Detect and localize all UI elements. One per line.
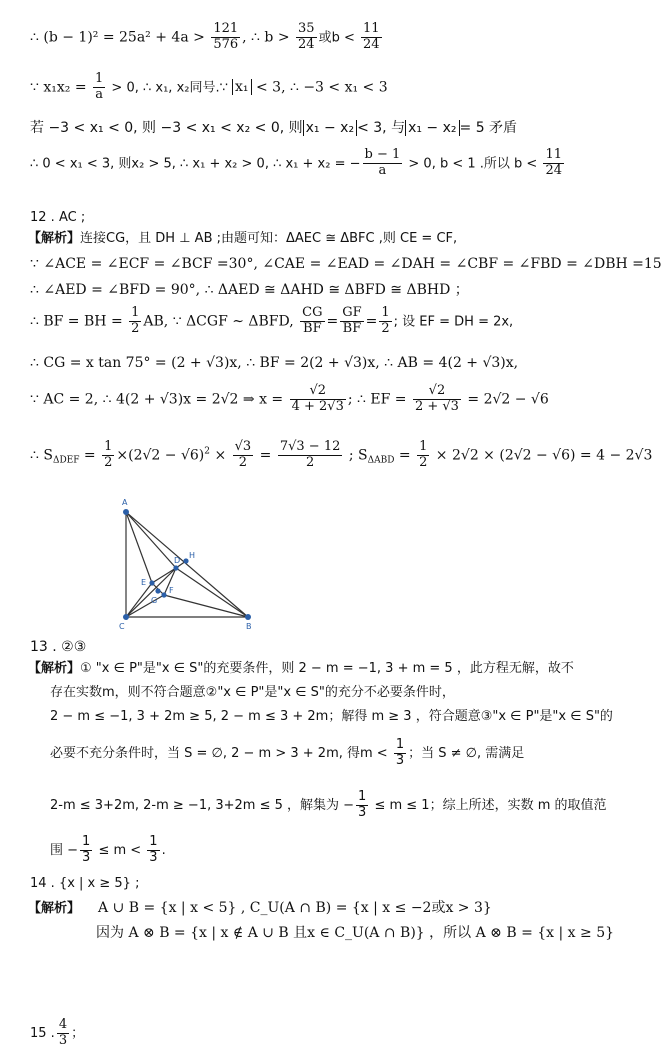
fraction: [394, 738, 406, 769]
text: 或b <: [318, 30, 359, 46]
text: ≤ m <: [94, 842, 146, 858]
denominator: 2: [419, 454, 428, 470]
text: 必要不充分条件时，当 S = ∅, 2 − m > 3 + 2m, 得m <: [50, 745, 392, 761]
text: = 5 矛盾: [459, 120, 518, 136]
text: ≤ m ≤ 1；综上所述，实数 m 的取值范: [370, 797, 607, 813]
q13-line-1: [28, 662, 574, 675]
numerator: 11: [545, 147, 562, 162]
numerator: √2: [309, 383, 326, 398]
fraction: [361, 22, 382, 53]
numerator: 1: [82, 834, 91, 849]
denominator: 2 + √3: [414, 398, 459, 414]
fraction: [340, 306, 363, 337]
numerator: √2: [428, 383, 446, 398]
denominator: 2: [233, 455, 254, 471]
numerator: 1: [131, 305, 140, 320]
q12-line-2: ∵ ∠ACE = ∠ECF = ∠BCF =30°, ∠CAE = ∠EAD = ∠DAH = ∠CBF = ∠FBD = ∠DBH =15: [30, 256, 662, 272]
text: =: [365, 313, 378, 330]
superscript: 2: [204, 446, 210, 457]
text: > 0, b < 1 .所以 b <: [404, 156, 542, 172]
label-A: A: [122, 498, 128, 507]
denominator: 2: [381, 320, 390, 336]
q12-line-3: ∴ ∠AED = ∠BFD = 90°, ∴ ΔAED ≅ ΔAHD ≅ ΔBFD ≅ ΔBHD ；: [30, 282, 469, 298]
denominator: a: [93, 87, 105, 103]
denominator: 3: [149, 849, 158, 865]
denominator: 3: [82, 849, 91, 865]
text: AB, ∵ ΔCGF ∼ ΔBFD,: [143, 313, 299, 330]
q13-heading: 13 . ②③: [30, 639, 87, 655]
solution-line-3: [30, 121, 517, 135]
numerator: 1: [358, 789, 367, 804]
analysis-tag: 【解析】: [28, 231, 81, 246]
numerator: 4: [58, 1017, 68, 1032]
subscript: ΔDEF: [52, 455, 80, 466]
q13-line-6: [50, 835, 166, 866]
fraction: [233, 440, 254, 471]
fraction: [413, 384, 461, 415]
q12-line-5: ∴ CG = x tan 75° = (2 + √3)x, ∴ BF = 2(2 + √3)x, ∴ AB = 4(2 + √3)x,: [30, 355, 519, 371]
text: ∴ BF = BH =: [30, 313, 128, 330]
numerator: CG: [302, 305, 323, 320]
fraction: [417, 440, 429, 471]
text: ∴ (b − 1)² = 25a² + 4a >: [30, 29, 210, 46]
text: ; 设 EF = DH = 2x,: [393, 314, 514, 330]
denominator: 24: [298, 36, 315, 52]
absolute-value: x₁ − x₂: [303, 120, 357, 136]
q12-heading: 12 . AC ;: [30, 210, 86, 225]
fraction: [363, 148, 403, 179]
fraction: [543, 148, 564, 179]
denominator: 24: [545, 162, 562, 178]
q12-line-1: [28, 232, 457, 245]
label-G: G: [151, 596, 158, 605]
numerator: GF: [342, 305, 362, 320]
absolute-value: x₁ − x₂: [405, 120, 459, 136]
text: =: [326, 313, 339, 330]
fraction: [102, 440, 114, 471]
text: =: [394, 447, 416, 464]
analysis-tag: 【解析】: [28, 661, 81, 676]
label-H: H: [189, 551, 196, 560]
text: , ∴ b >: [242, 29, 295, 46]
text: ×(2√2 − √6): [116, 447, 205, 464]
q14-heading: 14 . {x | x ≥ 5} ;: [30, 876, 140, 891]
fraction: [379, 306, 391, 337]
denominator: BF: [300, 321, 324, 337]
q12-line-7: [30, 440, 652, 471]
text: ① "x ∈ P"是"x ∈ S"的充要条件，则 2 − m = −1, 3 + m = 5 ，此方程无解，故不: [80, 661, 574, 676]
analysis-tag: 【解析】: [28, 901, 81, 916]
text: ∵ x₁x₂ =: [30, 79, 92, 96]
text: 连接CG，且 DH ⊥ AB ;由题可知：ΔAEC ≅ ΔBFC ,则 CE = CF,: [80, 231, 458, 246]
subscript: ΔABD: [367, 455, 395, 466]
q14-line-1: [28, 901, 492, 915]
denominator: 2: [104, 454, 113, 470]
text: ；: [71, 1025, 85, 1041]
denominator: 24: [362, 36, 380, 52]
denominator: 3: [395, 752, 405, 768]
denominator: a: [363, 163, 403, 179]
denominator: 2: [131, 320, 140, 336]
text: ；当 S ≠ ∅, 需满足: [408, 745, 525, 761]
solution-line-2: [30, 72, 388, 103]
fraction: [278, 440, 343, 471]
fraction: [356, 790, 368, 821]
numerator: 1: [149, 834, 158, 849]
q15-heading: 15 .: [30, 1025, 55, 1041]
q12-line-6: [30, 384, 549, 415]
fraction: [57, 1018, 69, 1049]
text: ; S: [344, 447, 368, 464]
text: ∴ 0 < x₁ < 3, 则x₂ > 5, ∴ x₁ + x₂ > 0, ∴ x₁ + x₂ = −: [30, 156, 361, 172]
q13-line-2: 存在实数m，则不符合题意②"x ∈ P"是"x ∈ S"的充分不必要条件时，: [50, 685, 455, 700]
numerator: 1: [381, 305, 390, 320]
solution-line-1: [30, 22, 384, 53]
solution-line-4: [30, 148, 566, 179]
denominator: BF: [340, 321, 363, 337]
numerator: b − 1: [364, 147, 401, 162]
q15-line: [30, 1018, 84, 1049]
q13-line-5: [50, 790, 607, 821]
q13-line-4: [50, 738, 524, 769]
text: × 2√2 × (2√2 − √6) = 4 − 2√3: [431, 447, 653, 464]
text: ∵ AC = 2, ∴ 4(2 + √3)x = 2√2 ⇒ x =: [30, 391, 288, 408]
text: 若 −3 < x₁ < 0, 则 −3 < x₁ < x₂ < 0, 则: [30, 120, 303, 136]
denominator: 576: [213, 36, 239, 52]
numerator: 121: [213, 21, 239, 36]
text: > 0, ∴ x₁, x₂同号.∵: [107, 80, 233, 96]
label-B: B: [246, 622, 252, 631]
denominator: 3: [358, 804, 367, 820]
denominator: 2: [278, 455, 343, 471]
q14-line-2: 因为 A ⊗ B = {x | x ∉ A ∪ B 且x ∈ C_U(A ∩ B)} ，所以 A ⊗ B = {x | x ≥ 5}: [96, 925, 615, 941]
q13-line-3: 2 − m ≤ −1, 3 + 2m ≥ 5, 2 − m ≤ 3 + 2m；解得 m ≥ 3 ，符合题意③"x ∈ P"是"x ∈ S"的: [50, 709, 613, 724]
fraction: [296, 22, 317, 53]
text: 围 −: [50, 842, 79, 858]
fraction: [80, 835, 92, 866]
text: =: [79, 447, 101, 464]
text: ; ∴ EF =: [347, 391, 411, 408]
fraction: [93, 72, 105, 103]
label-E: E: [141, 578, 147, 587]
text: = 2√2 − √6: [462, 391, 549, 408]
label-F: F: [169, 586, 174, 595]
q12-line-4: [30, 306, 513, 337]
text: .: [161, 842, 166, 858]
fraction: [211, 22, 240, 53]
figure-lines: [126, 512, 248, 617]
label-C: C: [119, 622, 125, 631]
fraction: [300, 306, 324, 337]
text: 2-m ≤ 3+2m, 2-m ≥ −1, 3+2m ≤ 5 ，解集为 −: [50, 797, 355, 813]
absolute-value: x₁: [232, 79, 252, 95]
denominator: 4 + 2√3: [291, 398, 344, 414]
numerator: 11: [362, 21, 380, 36]
fraction: [147, 835, 159, 866]
text: < 3, ∴ −3 < x₁ < 3: [251, 79, 388, 96]
text: A ∪ B = {x | x < 5} , C_U(A ∩ B) = {x | x ≤ −2或x > 3}: [98, 900, 492, 916]
numerator: 1: [395, 737, 405, 752]
text: ∴ S: [30, 447, 53, 464]
geometry-figure: [110, 495, 270, 635]
numerator: 1: [95, 71, 104, 86]
fraction: [129, 306, 141, 337]
numerator: 35: [298, 21, 315, 36]
label-D: D: [174, 556, 181, 565]
denominator: 3: [58, 1032, 68, 1048]
text: ×: [210, 447, 231, 464]
text: =: [255, 447, 276, 464]
fraction: [290, 384, 346, 415]
numerator: 7√3 − 12: [279, 439, 341, 454]
text: < 3, 与: [357, 120, 406, 136]
numerator: √3: [234, 439, 252, 454]
numerator: 1: [419, 439, 428, 454]
numerator: 1: [104, 439, 113, 454]
